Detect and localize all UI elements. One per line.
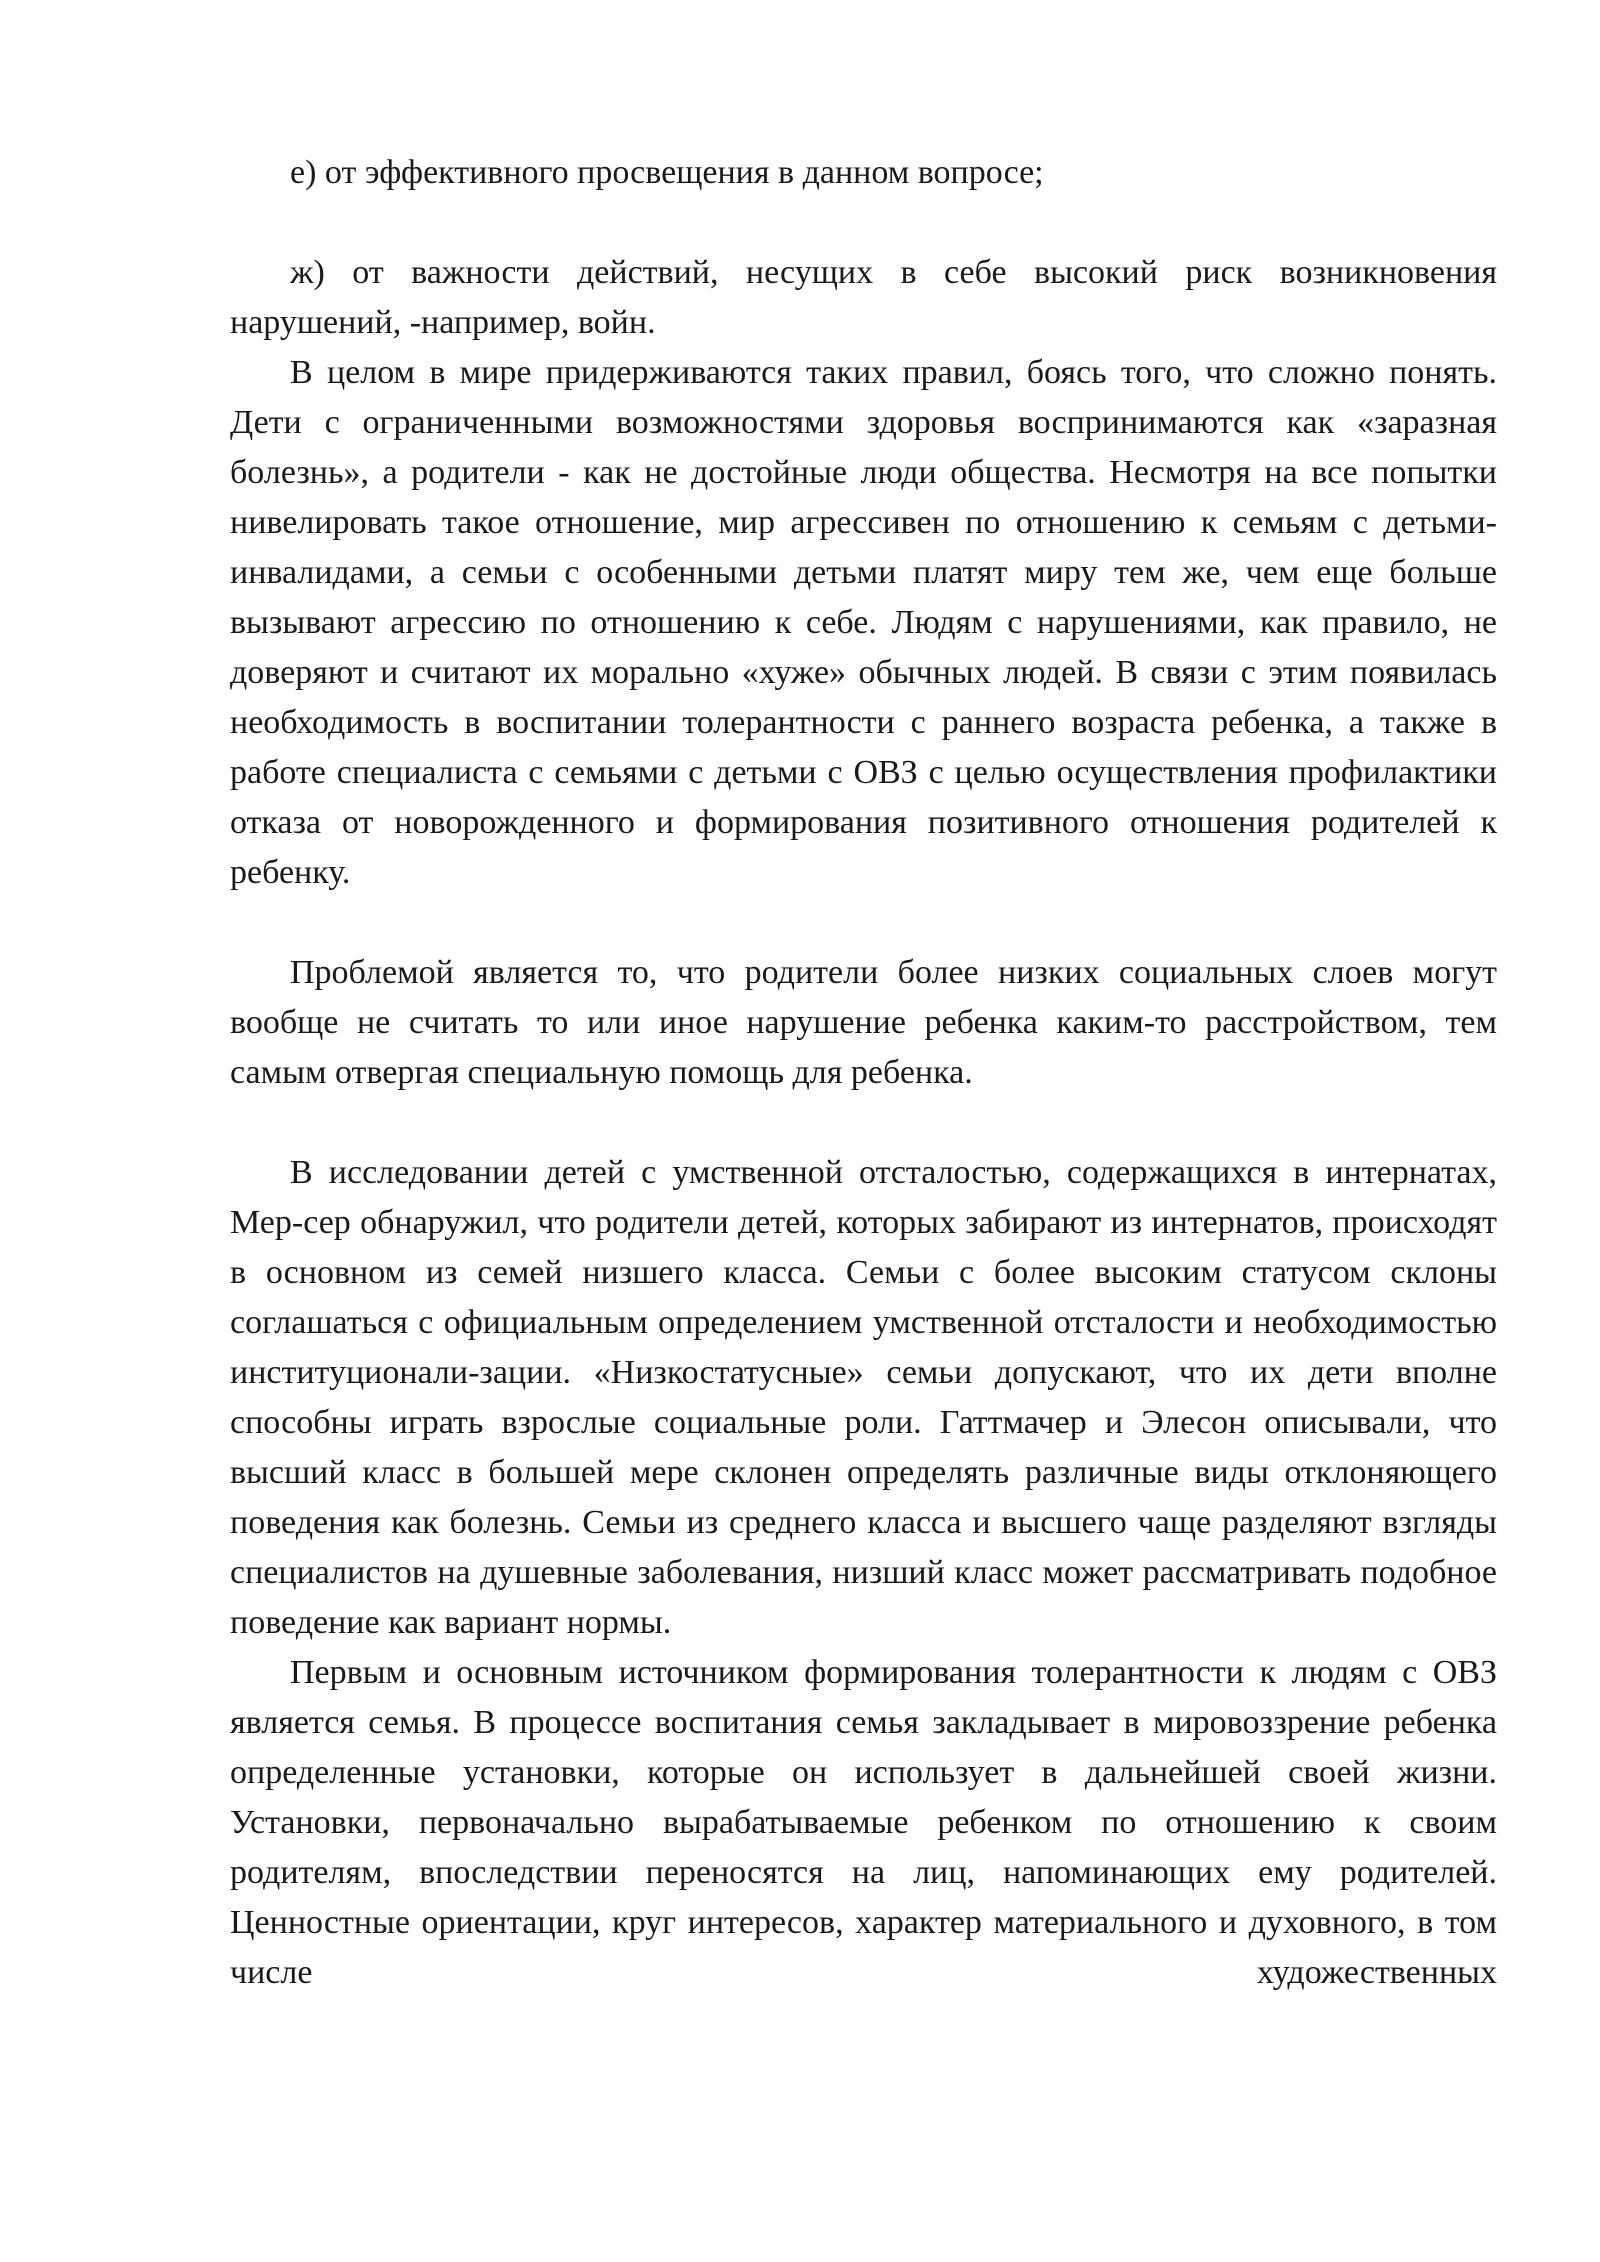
paragraph-family-source: Первым и основным источником формирования толерантности к людям с ОВЗ является семья. В процессе воспитания семья закладывает в мировоззрение ребенка определенные установки, которые он использует в дальнейшей своей жизни. Установки, первоначально вырабатываемые ребенком по отношению к своим родителям, впоследствии переносятся на лиц, напоминающих ему родителей. Ценностные ориентации, круг интересов, характер материального и духовного, в том числе художественных (230, 1654, 1497, 1991)
paragraph-lower-social-classes: Проблемой является то, что родители более низких социальных слоев могут вообще не считать то или иное нарушение ребенка каким-то расстройством, тем самым отвергая специальную помощь для ребенка. (230, 954, 1497, 1091)
paragraph-list-item-zh: ж) от важности действий, несущих в себе высокий риск возникновения нарушений, -например, войн. (230, 254, 1497, 341)
paragraph-gap (230, 198, 1497, 248)
paragraph-mercer-study: В исследовании детей с умственной отсталостью, содержащихся в интернатах, Мер-сер обнаружил, что родители детей, которых забирают из интернатов, происходят в основном из семей низшего класса. Семьи с более высоким статусом склоны соглашаться с официальным определением умственной отсталости и необходимостью институционали-зации. «Низкостатусные» семьи допускают, что их дети вполне способны играть взрослые социальные роли. Гаттмачер и Элесон описывали, что высший класс в большей мере склонен определять различные виды отклоняющего поведения как болезнь. Семьи из среднего класса и высшего чаще разделяют взгляды специалистов на душевные заболевания, низший класс может рассматривать подобное поведение как вариант нормы. (230, 1154, 1497, 1641)
paragraph-world-attitudes: В целом в мире придерживаются таких правил, боясь того, что сложно понять. Дети с ограниченными возможностями здоровья воспринимаются как «заразная болезнь», а родители - как не достойные люди общества. Несмотря на все попытки нивелировать такое отношение, мир агрессивен по отношению к семьям с детьми-инвалидами, а семьи с особенными детьми платят миру тем же, чем еще больше вызывают агрессию по отношению к себе. Людям с нарушениями, как правило, не доверяют и считают их морально «хуже» обычных людей. В связи с этим появилась необходимость в воспитании толерантности с раннего возраста ребенка, а также в работе специалиста с семьями с детьми с ОВЗ с целью осуществления профилактики отказа от новорожденного и формирования позитивного отношения родителей к ребенку. (230, 354, 1497, 891)
paragraph-list-item-e: е) от эффективного просвещения в данном вопросе; (290, 154, 1044, 191)
paragraph-gap (230, 898, 1497, 948)
paragraph-gap (230, 1098, 1497, 1148)
document-text (230, 148, 1497, 1998)
